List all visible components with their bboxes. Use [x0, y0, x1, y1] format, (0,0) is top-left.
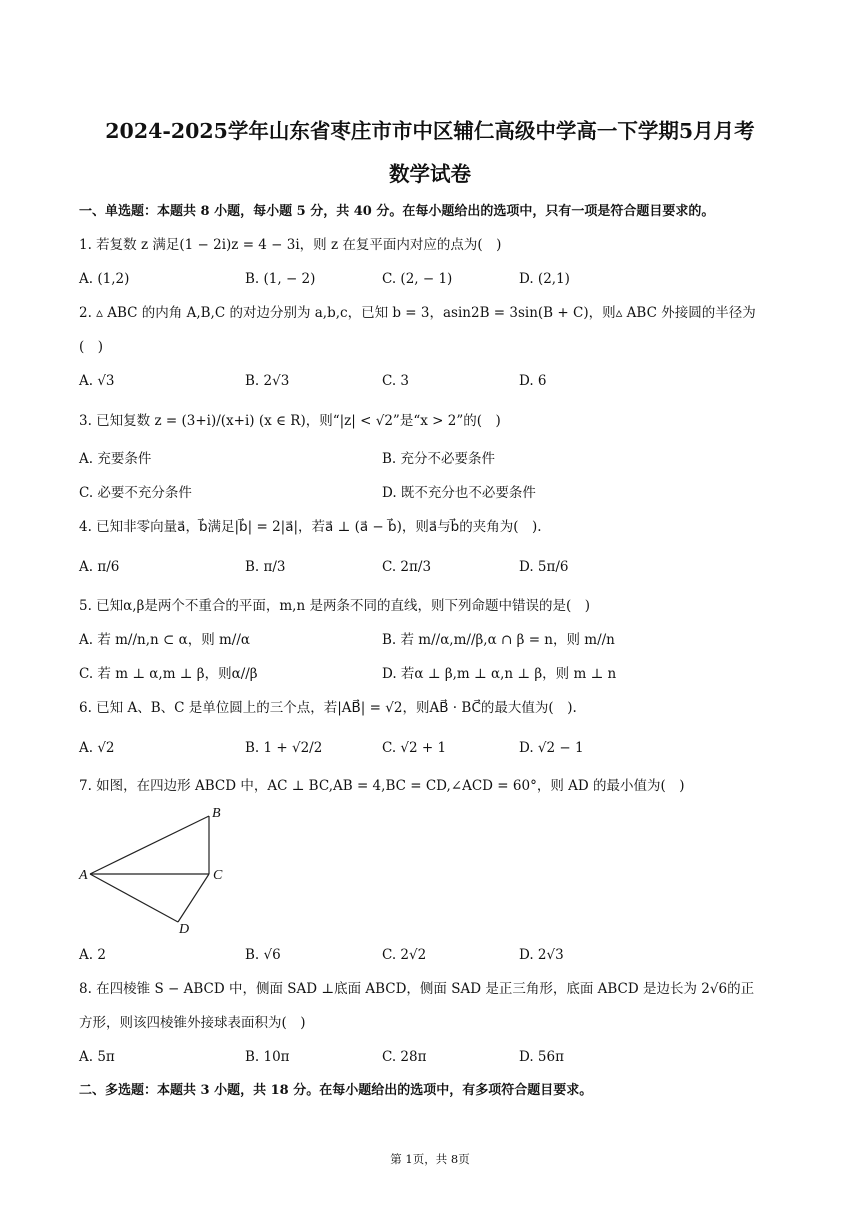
q6-option-d: D. √2 − 1 — [519, 740, 584, 756]
q7-option-c: C. 2√2 — [382, 947, 427, 963]
q3-option-a: A. 充要条件 — [79, 451, 152, 467]
q5-option-d: D. 若α ⊥ β,m ⊥ α,n ⊥ β，则 m ⊥ n — [382, 666, 617, 682]
q4-option-a: A. π/6 — [79, 559, 120, 575]
q2-stem-cont: ( ) — [79, 339, 104, 355]
q7-stem: 7. 如图，在四边形 ABCD 中，AC ⊥ BC,AB = 4,BC = CD,∠ACD = 60°，则 AD 的最小值为( ) — [79, 778, 685, 794]
segment-ad — [90, 874, 178, 922]
q5-option-a: A. 若 m//n,n ⊂ α，则 m//α — [79, 632, 251, 648]
q2-stem: 2. ▵ ABC 的内角 A,B,C 的对边分别为 a,b,c，已知 b = 3，asin2B = 3sin(B + C)，则▵ ABC 外接圆的半径为 — [79, 305, 756, 321]
segment-ab — [90, 816, 209, 874]
q1-stem: 1. 若复数 z 满足(1 − 2i)z = 4 − 3i，则 z 在复平面内对应的点为( ) — [79, 237, 502, 253]
q6-option-b: B. 1 + √2/2 — [245, 740, 323, 756]
q2-option-a: A. √3 — [79, 373, 115, 389]
q8-option-a: A. 5π — [79, 1049, 115, 1065]
q6-stem: 6. 已知 A、B、C 是单位圆上的三个点，若|AB⃗| = √2，则AB⃗ · BC⃗的最大值为( ). — [79, 700, 577, 716]
q6-option-a: A. √2 — [79, 740, 115, 756]
q5-option-b: B. 若 m//α,m//β,α ∩ β = n，则 m//n — [382, 632, 615, 648]
q2-option-b: B. 2√3 — [245, 373, 290, 389]
q6-option-c: C. √2 + 1 — [382, 740, 447, 756]
q1-option-b: B. (1, − 2) — [245, 271, 316, 287]
vertex-label-b: B — [212, 806, 221, 821]
q7-quadrilateral-figure — [76, 802, 236, 936]
q8-option-c: C. 28π — [382, 1049, 427, 1065]
q1-option-c: C. (2, − 1) — [382, 271, 453, 287]
q3-stem: 3. 已知复数 z = (3+i)/(x+i) (x ∈ R)，则“|z| < √2”是“x > 2”的( ) — [79, 413, 501, 429]
vertex-label-d: D — [179, 922, 190, 936]
q7-option-d: D. 2√3 — [519, 947, 564, 963]
q8-stem: 8. 在四棱锥 S − ABCD 中，侧面 SAD ⊥底面 ABCD，侧面 SAD 是正三角形，底面 ABCD 是边长为 2√6的正 — [79, 981, 755, 997]
vertex-label-c: C — [213, 868, 223, 883]
q2-option-d: D. 6 — [519, 373, 547, 389]
vertex-label-a: A — [79, 868, 88, 883]
q3-option-c: C. 必要不充分条件 — [79, 485, 192, 501]
q7-option-a: A. 2 — [79, 947, 106, 963]
q2-option-c: C. 3 — [382, 373, 410, 389]
section1-heading: 一、单选题：本题共 8 小题，每小题 5 分，共 40 分。在每小题给出的选项中，只有一项是符合题目要求的。 — [79, 204, 715, 219]
q3-option-d: D. 既不充分也不必要条件 — [382, 485, 536, 501]
q5-stem: 5. 已知α,β是两个不重合的平面，m,n 是两条不同的直线，则下列命题中错误的是( ) — [79, 598, 590, 614]
q8-option-b: B. 10π — [245, 1049, 290, 1065]
q8-stem-cont: 方形，则该四棱锥外接球表面积为( ) — [79, 1015, 306, 1031]
q4-option-c: C. 2π/3 — [382, 559, 432, 575]
q5-option-c: C. 若 m ⊥ α,m ⊥ β，则α//β — [79, 666, 258, 682]
q8-option-d: D. 56π — [519, 1049, 564, 1065]
section2-heading: 二、多选题：本题共 3 小题，共 18 分。在每小题给出的选项中，有多项符合题目要求。 — [79, 1083, 593, 1098]
page-number-footer: 第 1页，共 8页 — [390, 1152, 470, 1166]
segment-cd — [178, 874, 209, 922]
page-title-line1: 2024-2025学年山东省枣庄市市中区辅仁高级中学高一下学期5月月考 — [105, 119, 755, 143]
q7-option-b: B. √6 — [245, 947, 281, 963]
q3-option-b: B. 充分不必要条件 — [382, 451, 496, 467]
q4-stem: 4. 已知非零向量a⃗，b⃗满足|b⃗| = 2|a⃗|，若a⃗ ⊥ (a⃗ − b⃗)，则a⃗与b⃗的夹角为( ). — [79, 519, 542, 535]
q1-option-a: A. (1,2) — [79, 271, 130, 287]
q4-option-d: D. 5π/6 — [519, 559, 569, 575]
q1-option-d: D. (2,1) — [519, 271, 570, 287]
q4-option-b: B. π/3 — [245, 559, 286, 575]
page-title-line2: 数学试卷 — [389, 162, 471, 186]
